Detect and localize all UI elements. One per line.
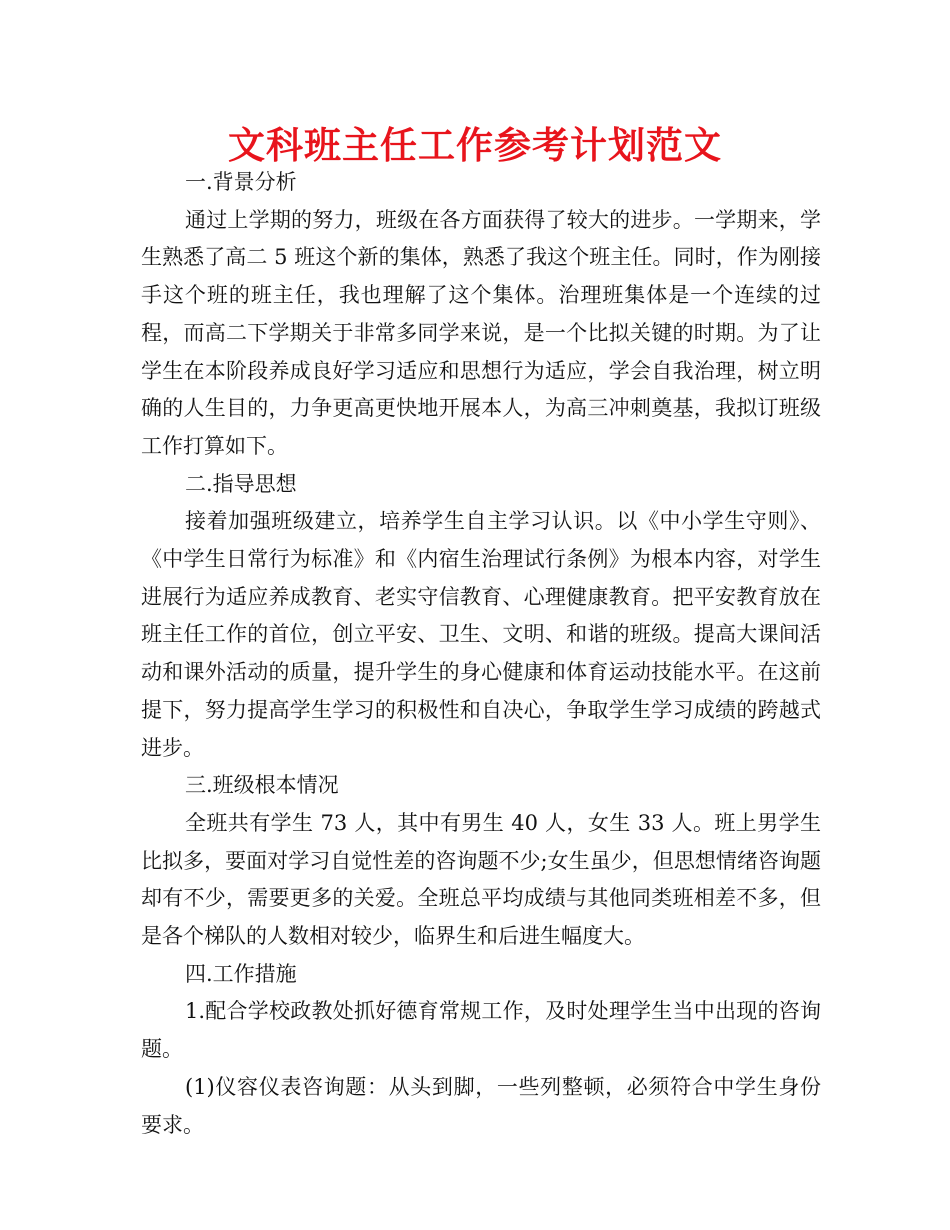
- section-paragraph-guiding-ideology: 接着加强班级建立，培养学生自主学习认识。以《中小学生守则》、《中学生日常行为标准》和《内宿生治理试行条例》为根本内容，对学生进展行为适应养成教育、老实守信教育、心理健康教育。把平安教育放在班主任工作的首位，创立平安、卫生、文明、和谐的班级。提高大课间活动和课外活动的质量，提升学生的身心健康和体育运动技能水平。在这前提下，努力提高学生学习的积极性和自决心，争取学生学习成绩的跨越式进步。: [141, 509, 821, 760]
- document-title: 文科班主任工作参考计划范文: [228, 124, 722, 167]
- section-heading-class-situation: 三.班级根本情况: [185, 773, 339, 798]
- section-heading-guiding-ideology: 二.指导思想: [185, 471, 297, 496]
- section-paragraph-class-situation: 全班共有学生 73 人，其中有男生 40 人，女生 33 人。班上男学生比拟多，要面对学习自觉性差的咨询题不少;女生虽少，但思想情绪咨询题却有不少，需要更多的关爱。全班总平均成绩与其他同类班相差不多，但是各个梯队的人数相对较少，临界生和后进生幅度大。: [141, 810, 821, 949]
- section-heading-background: 一.背景分析: [185, 170, 297, 194]
- section-paragraph-work-measures: 1.配合学校政教处抓好德育常规工作，及时处理学生当中出现的咨询题。: [141, 999, 821, 1062]
- section-heading-work-measures: 四.工作措施: [185, 961, 297, 986]
- document-body: [141, 164, 821, 1144]
- sub-item-appearance: (1)仪容仪表咨询题：从头到脚，一些列整顿，必须符合中学生身份要求。: [141, 1074, 821, 1137]
- section-paragraph-background: 通过上学期的努力，班级在各方面获得了较大的进步。一学期来，学生熟悉了高二 5 班这个新的集体，熟悉了我这个班主任。同时，作为刚接手这个班的班主任，我也理解了这个集体。治理班集体是一个连续的过程，而高二下学期关于非常多同学来说，是一个比拟关键的时期。为了让学生在本阶段养成良好学习适应和思想行为适应，学会自我治理，树立明确的人生目的，力争更高更快地开展本人，为高三冲刺奠基，我拟订班级工作打算如下。: [141, 207, 821, 458]
